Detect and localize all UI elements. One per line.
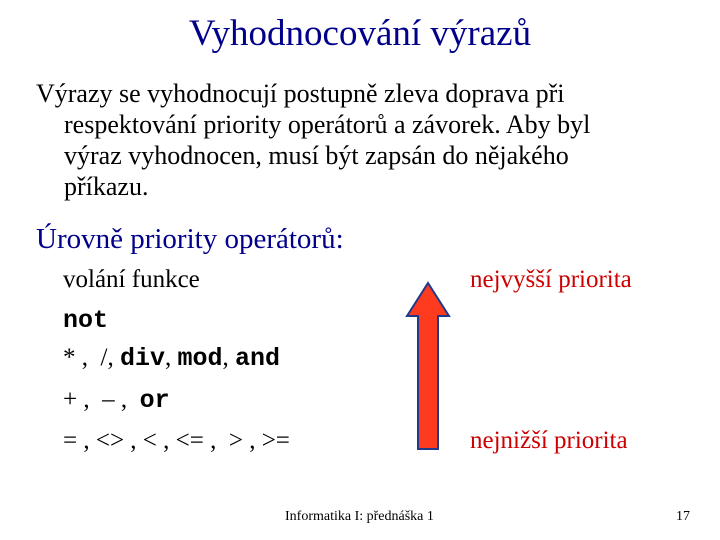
operator-and: and: [234, 344, 280, 373]
operators-mul-div: * , /,: [63, 344, 120, 371]
priority-levels-heading: Úrovně priority operátorů:: [36, 223, 344, 255]
intro-paragraph: [36, 78, 676, 202]
operator-not: not: [63, 306, 109, 335]
intro-line-1: Výrazy se vyhodnocují postupně zleva doprava při: [36, 79, 565, 108]
intro-line-4: příkazu.: [64, 172, 149, 201]
operator-div: div: [119, 344, 165, 373]
level-additive: [63, 384, 170, 417]
separator: ,: [222, 344, 235, 371]
level-multiplicative: [63, 342, 280, 375]
level-function-call: volání funkce: [63, 266, 200, 293]
operator-mod: mod: [177, 344, 223, 373]
level-not: [63, 304, 108, 337]
priority-up-arrow-icon: [404, 280, 452, 452]
highest-priority-label: nejvyšší priorita: [470, 266, 632, 293]
separator: ,: [164, 344, 178, 371]
lowest-priority-label: nejnižší priorita: [470, 427, 628, 454]
slide-title: Vyhodnocování výrazů: [188, 13, 532, 54]
operators-plus-minus: + , – ,: [63, 386, 140, 413]
intro-line-3: výraz vyhodnocen, musí být zapsán do nějakého: [64, 141, 569, 170]
level-relational: = , <> , < , <= , > , >=: [63, 427, 290, 454]
footer-course: Informatika I: přednáška 1: [285, 509, 434, 524]
operator-or: or: [139, 386, 170, 415]
page-number: 17: [676, 509, 690, 524]
intro-line-2: respektování priority operátorů a závorek. Aby byl: [64, 110, 591, 139]
